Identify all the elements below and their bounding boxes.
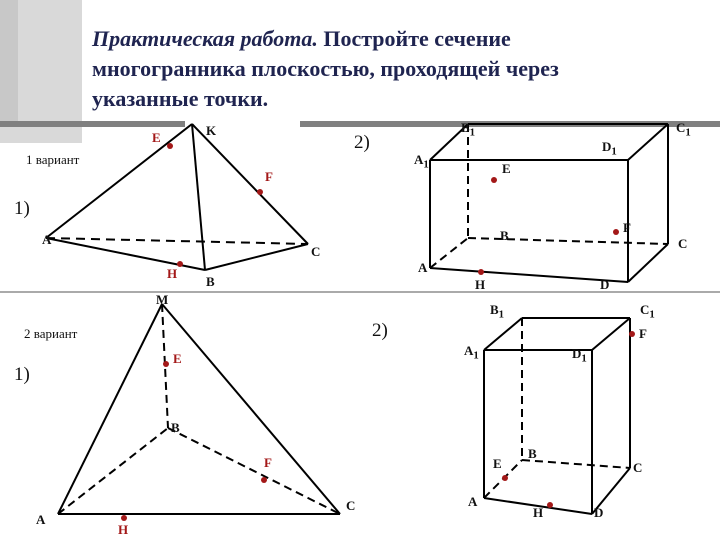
pyr1-edge-KB: [192, 124, 205, 270]
v1p-point-D1-label: $D_1$: [602, 139, 617, 158]
v1p-point-A-label: A: [418, 260, 428, 275]
title-rest: Постройте сечение многогранника плоскостью, проходящей через указанные точки.: [92, 26, 559, 111]
v1p-point-F-label: F: [623, 220, 631, 235]
v2p-point-F-label: F: [639, 326, 647, 341]
pyr1-edge-AC: [46, 238, 308, 244]
v2p-point-A-label: A: [468, 494, 478, 509]
variant1-task1-number: 1): [14, 198, 30, 219]
point-v1-F: [257, 189, 263, 195]
point-v2-H: [121, 515, 127, 521]
v1p-point-B1-label: $B_1$: [461, 120, 476, 139]
v2p-point-D1-label: $D_1$: [572, 346, 587, 365]
v2-point-M-label: M: [156, 292, 169, 307]
v1-point-C-label: C: [311, 244, 321, 259]
v2-point-B-label: B: [171, 420, 180, 435]
v2p-point-H-label: H: [533, 505, 544, 520]
v1-point-H-label: H: [167, 266, 178, 281]
v1-point-K-label: K: [206, 123, 217, 138]
pyr1-edge-BC: [205, 244, 308, 270]
point-v1p-H: [478, 269, 484, 275]
v1p-point-H-label: H: [475, 277, 486, 292]
v2-point-C-label: C: [346, 498, 356, 513]
v2-point-E-label: E: [173, 351, 182, 366]
v2p-point-B1-label: $B_1$: [490, 302, 505, 321]
point-v1-E: [167, 143, 173, 149]
v1p-point-C1-label: $C_1$: [676, 120, 691, 139]
v2p-point-D-label: D: [594, 505, 604, 520]
variant2-task1-number: 1): [14, 364, 30, 385]
variant1-task2-number: 2): [354, 132, 370, 153]
v1-point-B-label: B: [206, 274, 215, 289]
point-v2p-F: [629, 331, 635, 337]
v1p-point-C-label: C: [678, 236, 688, 251]
v2p-point-B-label: B: [528, 446, 537, 461]
v1-point-F-label: F: [265, 169, 273, 184]
pyr1-edge-KC: [192, 124, 308, 244]
point-v2-E: [163, 361, 169, 367]
v2-point-A-label: A: [36, 512, 46, 527]
v2p-point-A1-label: $A_1$: [464, 343, 479, 362]
v2-point-H-label: H: [118, 522, 129, 537]
point-v1p-F: [613, 229, 619, 235]
point-v2p-H: [547, 502, 553, 508]
pyr1-edge-KA: [46, 124, 192, 238]
v1p-point-D-label: D: [600, 277, 610, 292]
variant1-label: 1 вариант: [26, 152, 80, 167]
v1p-point-E-label: E: [502, 161, 511, 176]
v2-point-F-label: F: [264, 455, 272, 470]
v1p-point-A1-label: $A_1$: [414, 152, 429, 171]
point-v1p-E: [491, 177, 497, 183]
variant2-task2-number: 2): [372, 320, 388, 341]
v2p-point-E-label: E: [493, 456, 502, 471]
point-v2-F: [261, 477, 267, 483]
v2p-point-C-label: C: [633, 460, 643, 475]
v2p-point-C1-label: $C_1$: [640, 302, 655, 321]
variant2-label: 2 вариант: [24, 326, 78, 341]
title-italic: Практическая работа.: [92, 26, 318, 51]
point-v2p-E: [502, 475, 508, 481]
point-v1-H: [177, 261, 183, 267]
v1p-point-B-label: B: [500, 228, 509, 243]
v1-point-A-label: A: [42, 232, 52, 247]
v1-point-E-label: E: [152, 130, 161, 145]
